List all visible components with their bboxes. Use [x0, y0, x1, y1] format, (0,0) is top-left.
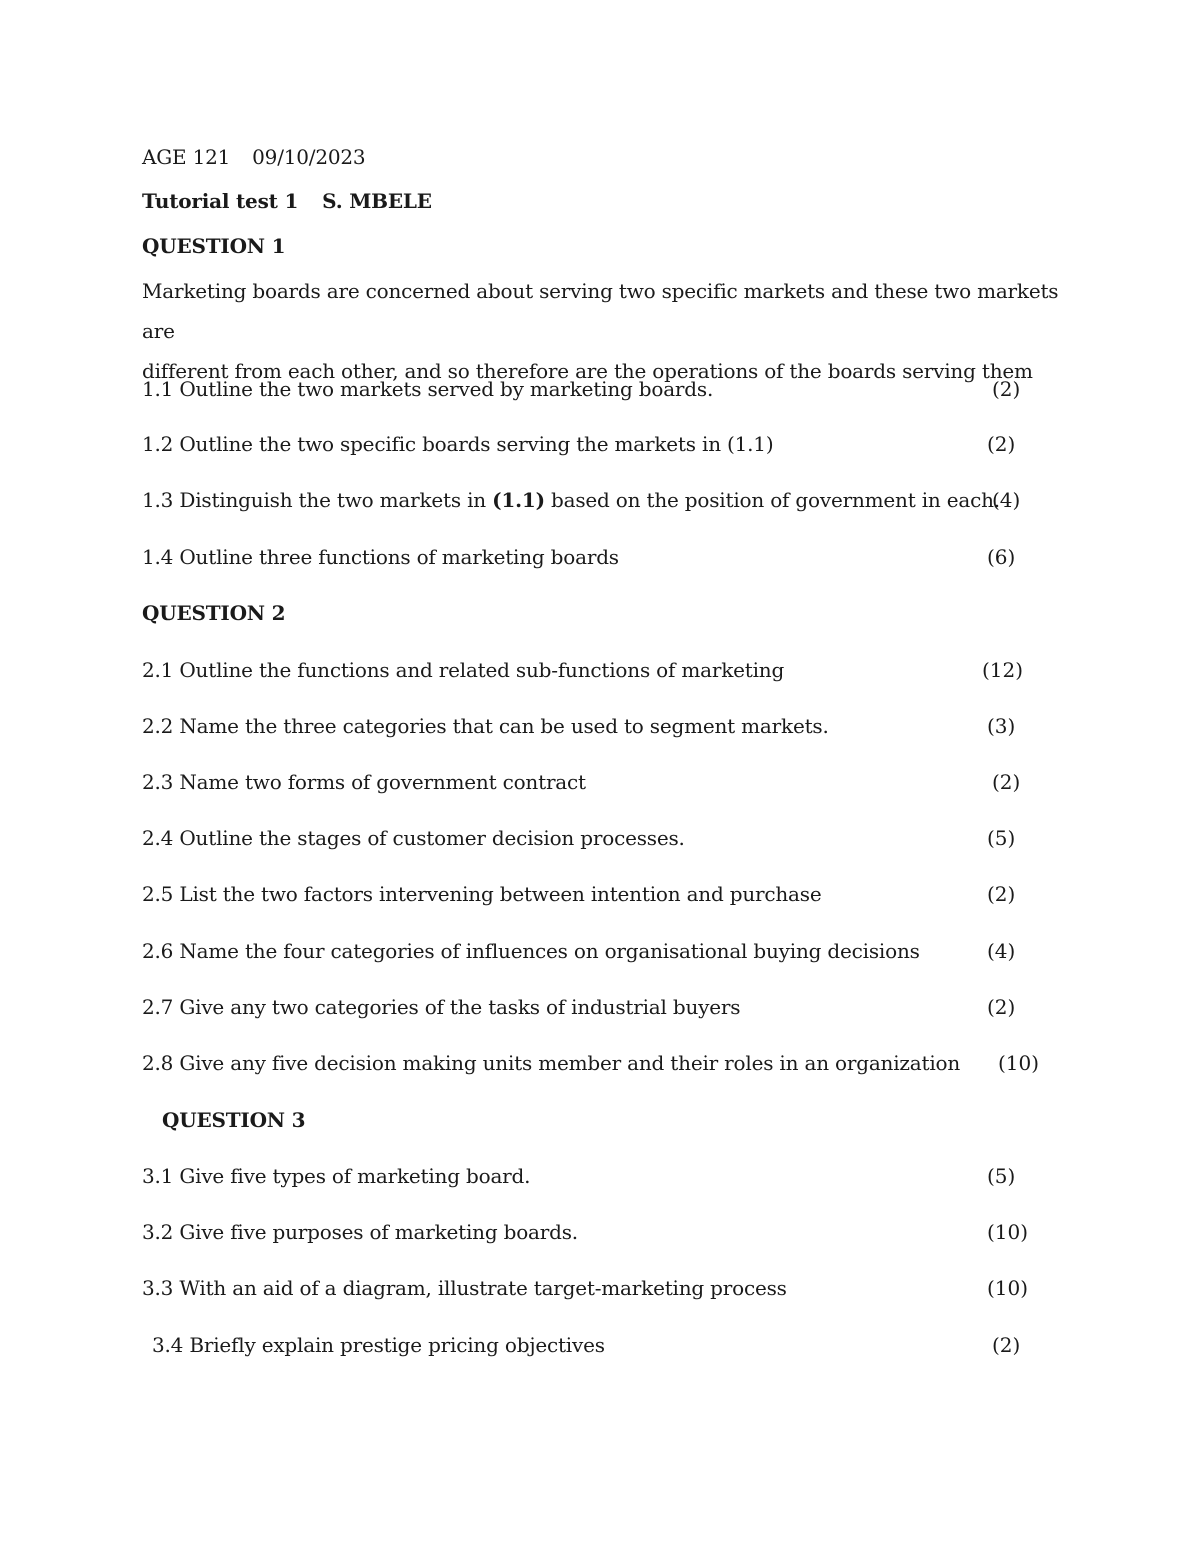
question-item-3-4: 3.4 Briefly explain prestige pricing objectives — [152, 1333, 605, 1357]
marks-2-3: (2) — [992, 770, 1021, 794]
question-item-1-1: 1.1 Outline the two markets served by marketing boards. — [142, 377, 714, 401]
question-item-1-3-end: based on the position of government in each. — [544, 488, 1000, 512]
question-item-2-2: 2.2 Name the three categories that can be used to segment markets. — [142, 714, 829, 738]
question-item-3-3: 3.3 With an aid of a diagram, illustrate target-marketing process — [142, 1276, 787, 1300]
marks-2-6: (4) — [987, 939, 1016, 963]
marks-2-7: (2) — [987, 995, 1016, 1019]
marks-2-5: (2) — [987, 882, 1016, 906]
question-1-intro-line-1: Marketing boards are concerned about serving two specific markets and these two markets are — [142, 279, 1059, 343]
question-item-1-3 — [142, 488, 1000, 512]
question-item-1-3-start: 1.3 Distinguish the two markets in — [142, 488, 493, 512]
question-item-2-8: 2.8 Give any five decision making units member and their roles in an organization — [142, 1051, 961, 1075]
question-item-2-6: 2.6 Name the four categories of influences on organisational buying decisions — [142, 939, 920, 963]
marks-3-1: (5) — [987, 1164, 1016, 1188]
marks-2-1: (12) — [982, 658, 1024, 682]
question-1-title: QUESTION 1 — [142, 234, 286, 258]
marks-1-4: (6) — [987, 545, 1016, 569]
marks-1-2: (2) — [987, 432, 1016, 456]
marks-3-3: (10) — [987, 1276, 1029, 1300]
question-2-title: QUESTION 2 — [142, 601, 286, 625]
question-item-2-4: 2.4 Outline the stages of customer decision processes. — [142, 826, 685, 850]
question-item-2-5: 2.5 List the two factors intervening between intention and purchase — [142, 882, 822, 906]
question-1-intro — [142, 271, 1072, 391]
test-date: 09/10/2023 — [252, 145, 366, 169]
question-1-intro-line-2: different from each other, and so therefore are the operations of the boards serving them — [142, 359, 1033, 383]
question-item-2-1: 2.1 Outline the functions and related sub-functions of marketing — [142, 658, 785, 682]
question-item-3-1: 3.1 Give five types of marketing board. — [142, 1164, 531, 1188]
marks-1-3: (4) — [992, 488, 1021, 512]
marks-3-4: (2) — [992, 1333, 1021, 1357]
marks-3-2: (10) — [987, 1220, 1029, 1244]
course-code: AGE 121 — [142, 145, 231, 169]
question-item-1-3-ref: (1.1) — [492, 488, 545, 512]
test-header — [142, 189, 432, 213]
question-item-3-2: 3.2 Give five purposes of marketing boards. — [142, 1220, 578, 1244]
course-header — [142, 145, 365, 169]
marks-2-4: (5) — [987, 826, 1016, 850]
marks-2-2: (3) — [987, 714, 1016, 738]
question-item-1-2: 1.2 Outline the two specific boards serving the markets in (1.1) — [142, 432, 774, 456]
marks-1-1: (2) — [992, 377, 1021, 401]
question-item-1-4: 1.4 Outline three functions of marketing boards — [142, 545, 619, 569]
marks-2-8: (10) — [998, 1051, 1040, 1075]
test-title: Tutorial test 1 — [142, 189, 299, 213]
question-3-title: QUESTION 3 — [162, 1108, 306, 1132]
lecturer-name: S. MBELE — [322, 189, 432, 213]
question-item-2-3: 2.3 Name two forms of government contract — [142, 770, 586, 794]
question-item-2-7: 2.7 Give any two categories of the tasks of industrial buyers — [142, 995, 741, 1019]
